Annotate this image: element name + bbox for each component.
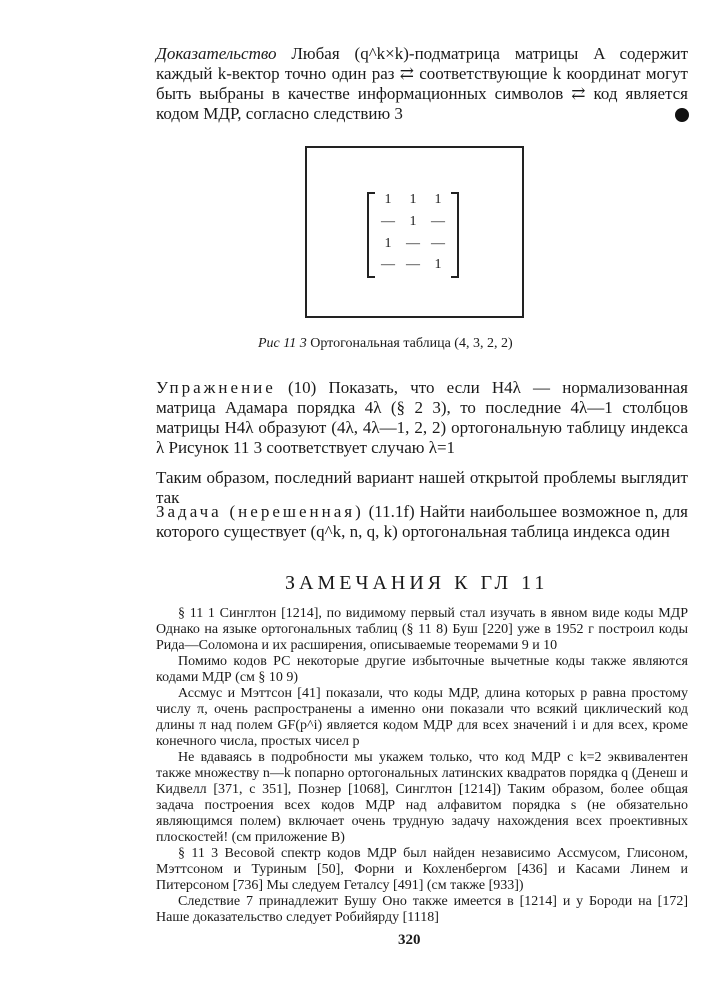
matrix-row <box>377 192 449 208</box>
matrix-cell: 1 <box>434 192 442 207</box>
figure-caption <box>258 336 513 352</box>
problem-paragraph <box>156 502 688 542</box>
matrix-cell: 1 <box>384 192 392 207</box>
note-paragraph: Следствие 7 принадлежит Бушу Оно также имеется в [1214] и у Бороди на [172] Наше доказательство следует Робийярду [1118] <box>156 894 688 925</box>
matrix-cell: — <box>381 257 395 272</box>
proof-text: Любая (q^k×k)-подматрица матрицы A содержит каждый k-вектор точно один раз ⇄ соответствующие k координат могут быть выбраны в качестве информационных символов ⇄ код является кодом МДР, согласно следствию 3 <box>156 44 688 123</box>
right-bracket <box>451 192 459 278</box>
proof-paragraph <box>156 44 688 124</box>
note-paragraph: Ассмус и Мэттсон [41] показали, что коды МДР, длина которых p равна простому числу π, очень распространены а именно они показали что всякий циклический код длины π над полем GF(p^i) является кодом МДР для всех значений i и для всех, кроме конечного числа, простых чисел p <box>156 686 688 749</box>
thus-paragraph: Таким образом, последний вариант нашей открытой проблемы выглядит так <box>156 468 688 507</box>
matrix-cell: 1 <box>384 236 392 251</box>
matrix-row <box>377 257 449 273</box>
exercise-label: Упражнение <box>156 378 276 397</box>
problem-text: (11.1f) Найти наибольшее возможное n, для которого существует (q^k, n, q, k) ортогональная таблица индекса один <box>156 502 688 541</box>
matrix-cell: — <box>431 214 445 229</box>
note-paragraph: § 11 1 Синглтон [1214], по видимому первый стал изучать в явном виде коды МДР Однако на языке ортогональных таблиц (§ 11 8) Буш [220] уже в 1952 г построил коды Рида—Соломона и их расширения, описываемые теоремами 9 и 10 <box>156 606 688 653</box>
chapter-notes <box>156 606 688 926</box>
matrix-cell: — <box>406 236 420 251</box>
note-paragraph: § 11 3 Весовой спектр кодов МДР был найден независимо Ассмусом, Глисоном, Мэттсоном и Туриным [50], Форни и Кохленбергом [436] и Касами Линем и Питерсоном [736] Мы следуем Геталсу [491] (см также [933]) <box>156 846 688 893</box>
proof-lead: Доказательство <box>156 44 277 63</box>
note-paragraph: Помимо кодов РС некоторые другие избыточные вычетные коды также являются кодами МДР (см § 10 9) <box>156 654 688 685</box>
matrix-cell: — <box>406 257 420 272</box>
caption-text: Ортогональная таблица (4, 3, 2, 2) <box>310 336 513 351</box>
matrix-row <box>377 214 449 230</box>
matrix-cell: 1 <box>434 257 442 272</box>
matrix-cell: 1 <box>409 192 417 207</box>
matrix-cell: — <box>381 214 395 229</box>
orthogonal-array-matrix <box>367 192 459 276</box>
matrix-cell: — <box>431 236 445 251</box>
matrix-row <box>377 236 449 252</box>
problem-label: Задача (нерешенная) <box>156 502 364 521</box>
exercise-text: (10) Показать, что если H4λ — нормализованная матрица Адамара порядка 4λ (§ 2 3), то последние 4λ—1 столбцов матрицы H4λ образуют (4λ, 4λ—1, 2, 2) ортогональную таблицу индекса λ Рисунок 11 3 соответствует случаю λ=1 <box>156 378 689 457</box>
section-heading: ЗАМЕЧАНИЯ К ГЛ 11 <box>285 572 549 594</box>
left-bracket <box>367 192 375 278</box>
caption-label: Рис 11 3 <box>258 336 307 351</box>
note-paragraph: Не вдаваясь в подробности мы укажем только, что код МДР с k=2 эквивалентен также множеству n—k попарно ортогональных латинских квадратов порядка q (Денеш и Кидвелл [371, с 351], Познер [1068], Синглтон [1214]) Таким образом, более общая задача построения всех кодов МДР над алфавитом порядка s (не обязательно являющимся полем) включает очень трудную задачу нахождения всех проективных плоскостей! (см приложение В) <box>156 750 688 845</box>
page-number: 320 <box>398 932 421 948</box>
end-of-proof-mark <box>675 108 689 122</box>
exercise-paragraph <box>156 378 688 458</box>
matrix-cell: 1 <box>409 214 417 229</box>
